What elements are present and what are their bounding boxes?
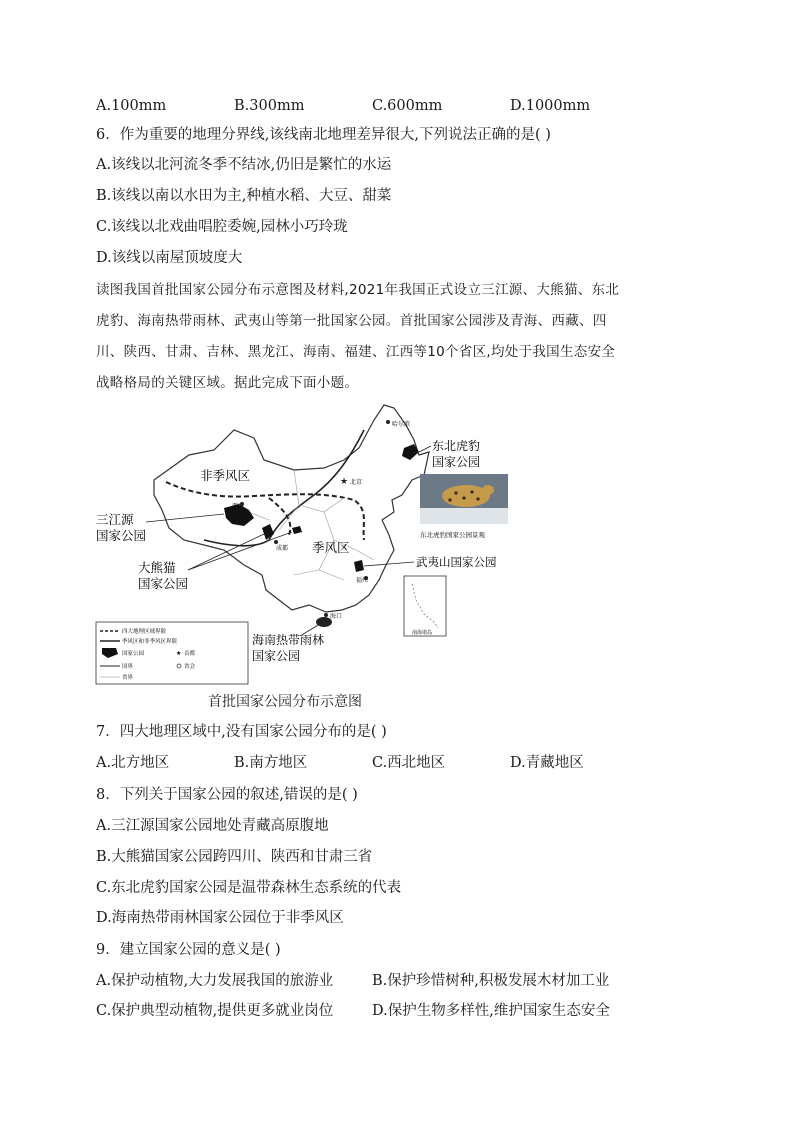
city-beijing-label: 北京 [350, 479, 363, 486]
q8-option-a: A.三江源国家公园地处青藏高原腹地 [96, 818, 329, 834]
china-outline [154, 405, 429, 612]
q6-option-d: D.该线以南屋顶坡度大 [96, 250, 243, 266]
nonmonsoon-label: 非季风区 [200, 468, 251, 483]
tiger-label-2: 国家公园 [432, 455, 481, 469]
q9-option-a: A.保护动植物,大力发展我国的旅游业 [96, 973, 334, 989]
q5-option-a: A.100mm [96, 98, 167, 114]
q6-option-b: B.该线以南以水田为主,种植水稻、大豆、甜菜 [96, 188, 392, 204]
map-legend [96, 622, 248, 684]
hainan-label-1: 海南热带雨林 [252, 633, 325, 647]
legend-province-border: 省界 [122, 675, 134, 681]
q8-option-c: C.东北虎豹国家公园是温带森林生态系统的代表 [96, 880, 402, 896]
monsoon-boundary [204, 430, 364, 546]
q8-stem: 8．下列关于国家公园的叙述,错误的是( ) [96, 787, 358, 803]
q5-option-c: C.600mm [372, 98, 443, 114]
city-chengdu-label: 成都 [276, 545, 289, 552]
material-line-3: 川、陕西、甘肃、吉林、黑龙江、海南、福建、江西等10个省区,均处于我国生态安全 [96, 344, 616, 360]
city-fuzhou-label: 福州 [356, 577, 369, 584]
q8-option-d: D.海南热带雨林国家公园位于非季风区 [96, 910, 344, 926]
q7-option-b: B.南方地区 [234, 755, 308, 771]
panda-label-2: 国家公园 [138, 576, 189, 591]
q8-option-b: B.大熊猫国家公园跨四川、陕西和甘肃三省 [96, 849, 373, 865]
q7-option-c: C.西北地区 [372, 755, 446, 771]
city-xining-label: 西宁 [232, 503, 245, 510]
photo-caption: 东北虎豹国家公园景观 [420, 531, 485, 539]
monsoon-label: 季风区 [312, 540, 350, 555]
q7-option-d: D.青藏地区 [510, 755, 584, 771]
q9-stem: 9．建立国家公园的意义是( ) [96, 942, 281, 958]
park-wuyishan [354, 560, 364, 572]
q5-option-d: D.1000mm [510, 98, 591, 114]
park-giant-panda-1 [262, 524, 274, 540]
legend-star-icon: ★ [176, 650, 182, 657]
map-caption: 首批国家公园分布示意图 [208, 694, 362, 710]
q9-option-b: B.保护珍惜树种,积极发展木材加工业 [372, 973, 610, 989]
national-parks-map [94, 400, 514, 688]
panda-label-1: 大熊猫 [138, 560, 176, 575]
leopard-photo [420, 474, 508, 524]
legend-capital: 首都 [184, 651, 196, 657]
material-line-1: 读图我国首批国家公园分布示意图及材料,2021年我国正式设立三江源、大熊猫、东北 [96, 282, 620, 298]
q7-option-a: A.北方地区 [96, 755, 170, 771]
inset-caption: 南海诸岛 [412, 630, 433, 636]
sanjiangyuan-label-1: 三江源 [96, 512, 134, 527]
legend-four-regions: 四大地理区域界限 [122, 629, 167, 635]
city-haikou-label: 海口 [330, 613, 343, 620]
material-line-2: 虎豹、海南热带雨林、武夷山等第一批国家公园。首批国家公园涉及青海、西藏、四 [96, 313, 607, 329]
q6-option-a: A.该线以北河流冬季不结冰,仍旧是繁忙的水运 [96, 157, 392, 173]
legend-province-capital: 省会 [184, 664, 196, 670]
material-line-4: 战略格局的关键区域。据此完成下面小题。 [96, 375, 359, 391]
legend-monsoon-line: 季风区和非季风区界限 [122, 639, 178, 645]
legend-park: 国家公园 [122, 651, 145, 657]
south-china-sea-inset [404, 576, 446, 636]
park-giant-panda-2 [292, 526, 302, 534]
q9-option-d: D.保护生物多样性,维护国家生态安全 [372, 1003, 610, 1019]
q5-option-b: B.300mm [234, 98, 305, 114]
city-harbin-label: 哈尔滨 [392, 421, 411, 428]
capital-star-icon: ★ [340, 477, 349, 487]
q6-option-c: C.该线以北戏曲唱腔委婉,园林小巧玲珑 [96, 219, 348, 235]
hainan-label-2: 国家公园 [252, 649, 301, 663]
tiger-label-1: 东北虎豹 [432, 439, 481, 453]
q9-option-c: C.保护典型动植物,提供更多就业岗位 [96, 1003, 334, 1019]
q6-stem: 6．作为重要的地理分界线,该线南北地理差异很大,下列说法正确的是( ) [96, 127, 551, 143]
sanjiangyuan-label-2: 国家公园 [96, 528, 147, 543]
legend-border: 国界 [122, 664, 134, 670]
wuyi-label: 武夷山国家公园 [416, 555, 497, 569]
q7-stem: 7．四大地理区域中,没有国家公园分布的是( ) [96, 724, 387, 740]
